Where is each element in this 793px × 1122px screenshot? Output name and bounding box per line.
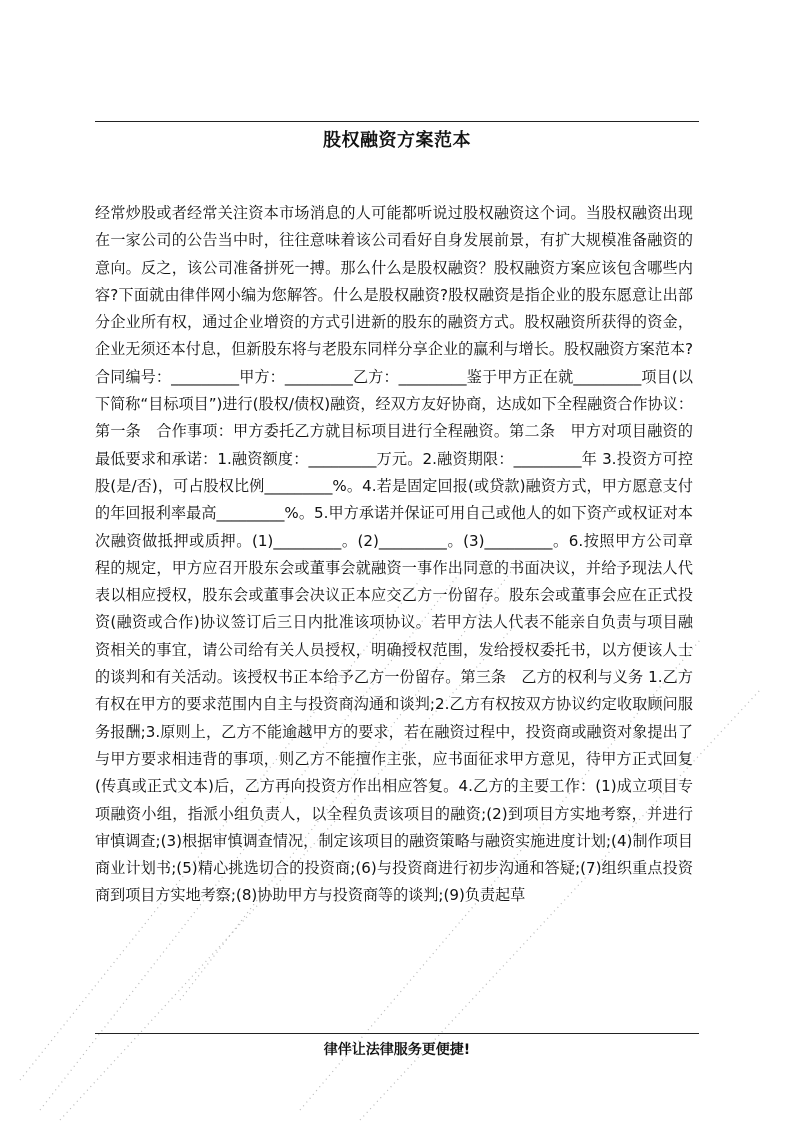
footer-rule bbox=[95, 1033, 699, 1034]
document-body bbox=[95, 200, 693, 1038]
document-title: 股权融资方案范本 bbox=[323, 130, 471, 151]
body-paragraph: 经常炒股或者经常关注资本市场消息的人可能都听说过股权融资这个词。当股权融资出现在一家公司的公告当中时，往往意味着该公司看好自身发展前景，有扩大规模准备融资的意向。反之，该公司准备拼死一搏。那么什么是股权融资？股权融资方案应该包含哪些内容?下面就由律伴网小编为您解答。什么是股权融资?股权融资是指企业的股东愿意让出部分企业所有权，通过企业增资的方式引进新的股东的融资方式。股权融资所获得的资金，企业无须还本付息，但新股东将与老股东同样分享企业的赢利与增长。股权融资方案范本?合同编号：_________甲方：_________乙方：_________鉴于甲方正在就_________项目(以下简称“目标项目”)进行(股权/债权)融资，经双方友好协商，达成如下全程融资合作协议：第一条 合作事项：甲方委托乙方就目标项目进行全程融资。第二条 甲方对项目融资的最低要求和承诺：1.融资额度：_________万元。2.融资期限：_________年 3.投资方可控股(是/否)，可占股权比例_________%。4.若是固定回报(或贷款)融资方式，甲方愿意支付的年回报利率最高_________%。5.甲方承诺并保证可用自己或他人的如下资产或权证对本次融资做抵押或质押。(1)_________。(2)_________。(3)_________。6.按照甲方公司章程的规定，甲方应召开股东会或董事会就融资一事作出同意的书面决议，并给予现法人代表以相应授权，股东会或董事会决议正本应交乙方一份留存。股东会或董事会应在正式投资(融资或合作)协议签订后三日内批准该项协议。若甲方法人代表不能亲自负责与项目融资相关的事宜，请公司给有关人员授权，明确授权范围，发给授权委托书，以方便该人士的谈判和有关活动。该授权书正本给予乙方一份留存。第三条 乙方的权利与义务 1.乙方有权在甲方的要求范围内自主与投资商沟通和谈判;2.乙方有权按双方协议约定收取顾问服务报酬;3.原则上，乙方不能逾越甲方的要求，若在融资过程中，投资商或融资对象提出了与甲方要求相违背的事项，则乙方不能擅作主张，应书面征求甲方意见，待甲方正式回复(传真或正式文本)后，乙方再向投资方作出相应答复。4.乙方的主要工作：(1)成立项目专项融资小组，指派小组负责人，以全程负责该项目的融资;(2)到项目方实地考察，并进行审慎调查;(3)根据审慎调查情况，制定该项目的融资策略与融资实施进度计划;(4)制作项目商业计划书;(5)精心挑选切合的投资商;(6)与投资商进行初步沟通和答疑;(7)组织重点投资商到项目方实地考察;(8)协助甲方与投资商等的谈判;(9)负责起草 bbox=[95, 204, 693, 905]
footer-slogan: 律伴让法律服务更便捷! bbox=[323, 1042, 471, 1058]
header-rule bbox=[95, 121, 699, 122]
